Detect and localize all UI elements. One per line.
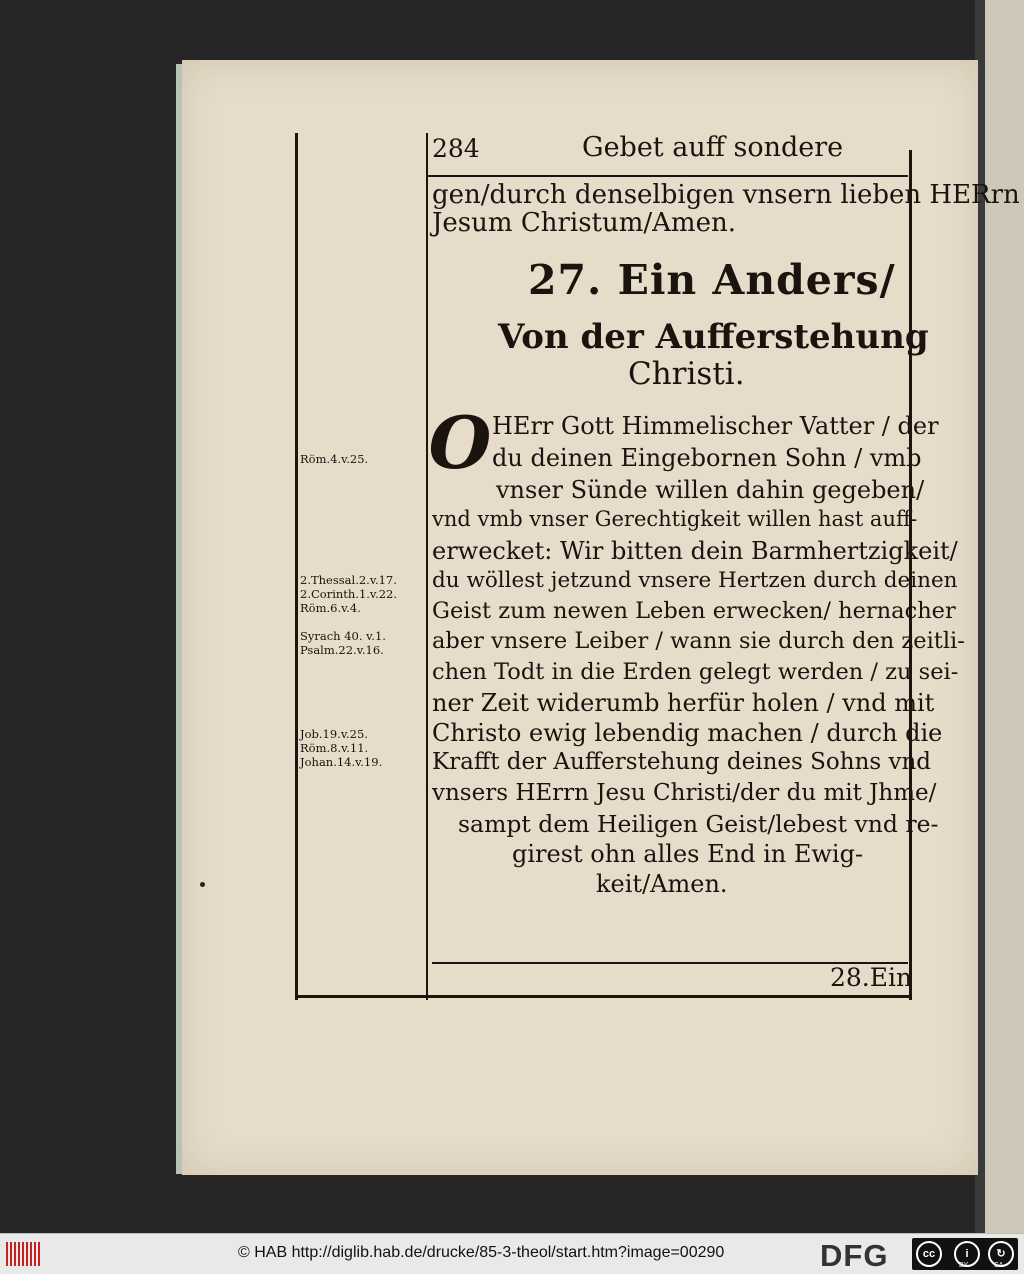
- body-line: vnser Sünde willen dahin gegeben/: [496, 476, 925, 504]
- body-line: Krafft der Aufferstehung deines Sohns vnd: [432, 749, 932, 775]
- frame-bottom-rule: [295, 995, 911, 998]
- body-line: du wöllest jetzund vnsere Hertzen durch deinen: [432, 568, 958, 593]
- margin-note: Job.19.v.25.: [300, 727, 368, 741]
- margin-note: 2.Thessal.2.v.17.: [300, 573, 397, 587]
- body-line: du deinen Eingebornen Sohn / vmb: [492, 444, 922, 472]
- ink-spot: [200, 882, 205, 887]
- continuation-line: Jesum Christum/Amen.: [432, 208, 736, 238]
- body-line: ner Zeit widerumb herfür holen / vnd mit: [432, 689, 935, 717]
- citation-link[interactable]: © HAB http://diglib.hab.de/drucke/85-3-theol/start.htm?image=00290: [238, 1244, 725, 1261]
- body-line: aber vnsere Leiber / wann sie durch den zeitli-: [432, 628, 965, 654]
- body-line: vnsers HErrn Jesu Christi/der du mit Jhme/: [432, 780, 937, 806]
- continuation-line: gen/durch denselbigen vnsern lieben HERrn: [432, 180, 1020, 210]
- frame-left-rule: [295, 133, 298, 1000]
- body-line: vnd vmb vnser Gerechtigkeit willen hast auff-: [432, 507, 918, 531]
- head-rule: [428, 175, 908, 177]
- prayer-subheading: Christi.: [628, 356, 745, 392]
- dfg-logo: DFG: [820, 1238, 889, 1273]
- body-line: Geist zum newen Leben erwecken/ hernacher: [432, 598, 956, 624]
- body-line: sampt dem Heiligen Geist/lebest vnd re-: [458, 810, 939, 838]
- sa-label: SA: [994, 1262, 1004, 1269]
- margin-note: Syrach 40. v.1.: [300, 629, 386, 643]
- catchword: 28.Ein: [830, 963, 913, 992]
- margin-note: Röm.6.v.4.: [300, 601, 361, 615]
- body-line: girest ohn alles End in Ewig-: [512, 840, 864, 868]
- margin-note: Röm.4.v.25.: [300, 452, 369, 466]
- share-alike-icon: ↻: [988, 1241, 1014, 1267]
- creative-commons-badge[interactable]: [912, 1238, 1018, 1270]
- page-number: 284: [432, 134, 480, 163]
- margin-note: 2.Corinth.1.v.22.: [300, 587, 398, 601]
- running-head: Gebet auff sondere: [582, 132, 844, 163]
- body-line: chen Todt in die Erden gelegt werden / zu sei-: [432, 659, 959, 685]
- body-line: HErr Gott Himmelischer Vatter / der: [492, 412, 939, 440]
- margin-note: Röm.8.v.11.: [300, 741, 369, 755]
- by-label: BY: [959, 1262, 969, 1269]
- body-line: keit/Amen.: [596, 870, 728, 898]
- viewer-footer: [0, 1233, 1024, 1274]
- hab-barcode-logo: [6, 1242, 46, 1266]
- margin-column-divider: [426, 133, 428, 1000]
- decorated-initial: O: [428, 400, 492, 485]
- attribution-icon: i: [954, 1241, 980, 1267]
- body-line: erwecket: Wir bitten dein Barmhertzigkeit/: [432, 537, 958, 565]
- body-line: Christo ewig lebendig machen / durch die: [432, 719, 943, 747]
- cc-icon: cc: [916, 1241, 942, 1267]
- prayer-subheading: Von der Aufferstehung: [498, 317, 929, 357]
- margin-note: Psalm.22.v.16.: [300, 643, 384, 657]
- prayer-heading: 27. Ein Anders/: [528, 256, 896, 304]
- margin-note: Johan.14.v.19.: [300, 755, 383, 769]
